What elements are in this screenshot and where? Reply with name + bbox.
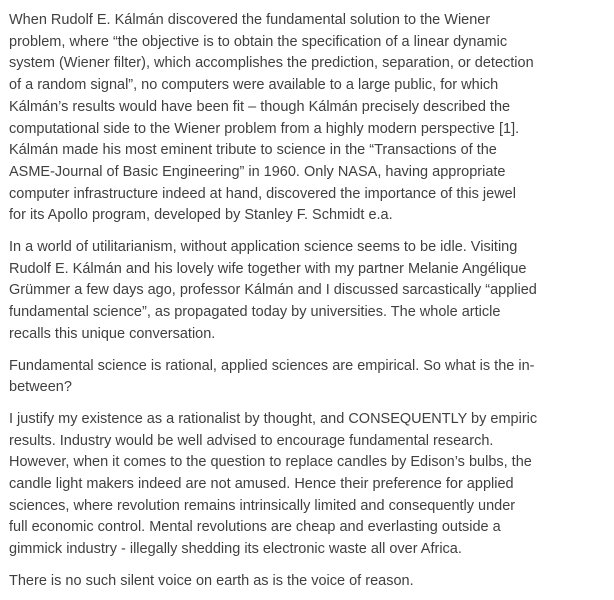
text-line: computational side to the Wiener problem from a highly modern perspective [1]. <box>9 120 520 137</box>
text-line: system (Wiener filter), which accomplishes the prediction, separation, or detection <box>9 55 534 72</box>
text-line: full economic control. Mental revolutions are cheap and everlasting outside a <box>9 519 501 536</box>
text-line: ASME-Journal of Basic Engineering” in 1960. Only NASA, having appropriate <box>9 163 506 180</box>
text-line: Kálmán made his most eminent tribute to science in the “Transactions of the <box>9 142 497 159</box>
text-line: for its Apollo program, developed by Stanley F. Schmidt e.a. <box>9 207 393 224</box>
text-line: computer infrastructure indeed at hand, discovered the importance of this jewel <box>9 185 516 202</box>
text-line: Kálmán’s results would have been fit – though Kálmán precisely described the <box>9 98 511 115</box>
text-line: candle light makers indeed are not amused. Hence their preference for applied <box>9 476 514 493</box>
text-line: problem, where “the objective is to obtain the specification of a linear dynamic <box>9 33 508 50</box>
text-line: recalls this unique conversation. <box>9 325 216 342</box>
text-line: results. Industry would be well advised to encourage fundamental research. <box>9 432 494 449</box>
text-line: gimmick industry - illegally shedding its electronic waste all over Africa. <box>9 541 462 558</box>
paragraph <box>9 356 608 399</box>
text-line: between? <box>9 379 72 396</box>
paragraph <box>9 237 608 346</box>
text-line: In a world of utilitarianism, without application science seems to be idle. Visiting <box>9 239 518 256</box>
text-line: fundamental science”, as propagated today by universities. The whole article <box>9 304 501 321</box>
text-line: sciences, where revolution remains intrinsically limited and consequently under <box>9 497 516 514</box>
paragraph <box>9 409 608 561</box>
text-line: However, when it comes to the question to replace candles by Edison’s bulbs, the <box>9 454 532 471</box>
text-line: of a random signal”, no computers were available to a large public, for which <box>9 77 499 94</box>
text-line: Grümmer a few days ago, professor Kálmán and I discussed sarcastically “applied <box>9 282 537 299</box>
text-line: Rudolf E. Kálmán and his lovely wife together with my partner Melanie Angélique <box>9 260 527 277</box>
paragraph <box>9 571 608 593</box>
paragraph <box>9 10 608 227</box>
text-line: There is no such silent voice on earth as is the voice of reason. <box>9 572 414 589</box>
text-line: Fundamental science is rational, applied sciences are empirical. So what is the in- <box>9 357 535 374</box>
text-line: I justify my existence as a rationalist by thought, and CONSEQUENTLY by empiric <box>9 410 538 427</box>
text-line: When Rudolf E. Kálmán discovered the fundamental solution to the Wiener <box>9 12 491 28</box>
